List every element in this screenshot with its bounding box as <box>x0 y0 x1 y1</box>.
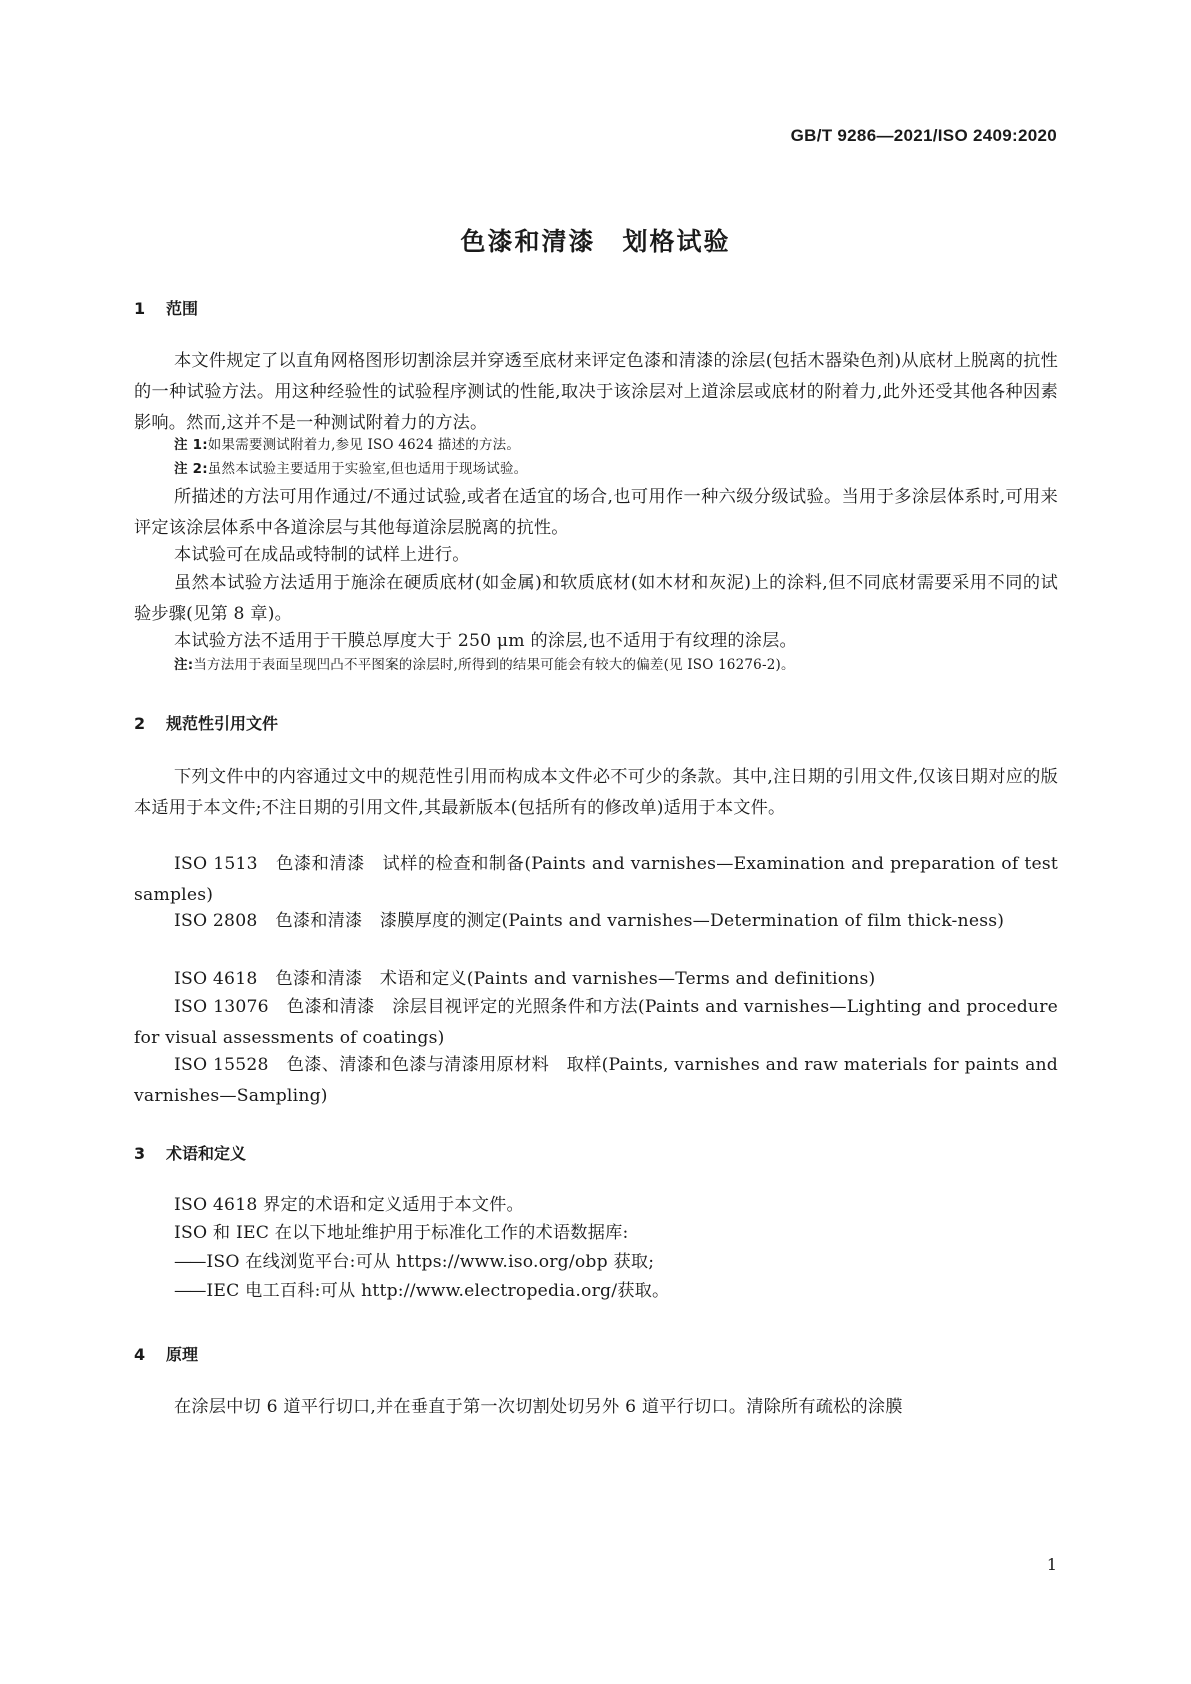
section-heading-2 <box>134 711 278 734</box>
reference-title-en: (Paints, varnishes and raw materials for paints and varnishes—Sampling) <box>134 1055 1058 1106</box>
section-number: 3 <box>134 1144 146 1163</box>
paragraph: 本文件规定了以直角网格图形切割涂层并穿透至底材来评定色漆和清漆的涂层(包括木器染色剂)从底材上脱离的抗性的一种试验方法。用这种经验性的试验程序测试的性能,取决于该涂层对上道涂层或底材的附着力,此外还受其他各种因素影响。然而,这并不是一种测试附着力的方法。 <box>134 351 1058 433</box>
paragraph: 本试验可在成品或特制的试样上进行。 <box>174 545 470 565</box>
reference-item <box>134 1050 1058 1112</box>
paragraph: 在涂层中切 6 道平行切口,并在垂直于第一次切割处切另外 6 道平行切口。清除所有疏松的涂膜 <box>174 1397 903 1417</box>
standard-code: GB/T 9286—2021/ISO 2409:2020 <box>790 126 1057 145</box>
note-label: 注 1: <box>174 437 208 453</box>
reference-title-cn: 色漆和清漆 术语和定义 <box>275 969 467 989</box>
paragraph: ISO 4618 界定的术语和定义适用于本文件。 <box>174 1195 524 1215</box>
page-number: 1 <box>1046 1555 1057 1574</box>
reference-code: ISO 1513 <box>174 854 258 874</box>
note-label: 注: <box>174 657 194 673</box>
reference-title-cn: 色漆和清漆 涂层目视评定的光照条件和方法 <box>286 997 638 1017</box>
list-item <box>134 1276 1058 1307</box>
section-number: 2 <box>134 714 146 733</box>
reference-item <box>134 964 1058 995</box>
section-title: 规范性引用文件 <box>166 714 279 733</box>
section-number: 1 <box>134 299 146 318</box>
reference-title-en: (Paints and varnishes—Examination and preparation of test samples) <box>134 854 1058 905</box>
dash-marker: —— <box>174 1252 205 1272</box>
reference-title-en: (Paints and varnishes—Lighting and procedure for visual assessments of coatings) <box>134 997 1058 1048</box>
section-title: 原理 <box>166 1345 199 1364</box>
reference-title-cn: 色漆和清漆 试样的检查和制备 <box>275 854 525 874</box>
reference-code: ISO 4618 <box>174 969 258 989</box>
paragraph: ISO 和 IEC 在以下地址维护用于标准化工作的术语数据库: <box>174 1223 629 1243</box>
reference-code: ISO 2808 <box>174 911 258 931</box>
reference-title-cn: 色漆和清漆 漆膜厚度的测定 <box>275 911 502 931</box>
reference-item <box>134 849 1058 911</box>
section-heading-3 <box>134 1141 246 1164</box>
paragraph: 虽然本试验方法适用于施涂在硬质底材(如金属)和软质底材(如木材和灰泥)上的涂料,但不同底材需要采用不同的试验步骤(见第 8 章)。 <box>134 573 1058 624</box>
reference-title-en: (Paints and varnishes—Determination of film thick-ness) <box>501 911 1005 931</box>
section-heading-4 <box>134 1342 198 1365</box>
section-title: 范围 <box>166 299 199 318</box>
list-item-text: ISO 在线浏览平台:可从 https://www.iso.org/obp 获取; <box>206 1252 655 1272</box>
paragraph: 下列文件中的内容通过文中的规范性引用而构成本文件必不可少的条款。其中,注日期的引用文件,仅该日期对应的版本适用于本文件;不注日期的引用文件,其最新版本(包括所有的修改单)适用于本文件。 <box>134 767 1058 818</box>
reference-code: ISO 15528 <box>174 1055 269 1075</box>
note-text: 当方法用于表面呈现凹凸不平图案的涂层时,所得到的结果可能会有较大的偏差(见 ISO 16276-2)。 <box>193 657 795 673</box>
dash-marker: —— <box>174 1281 205 1301</box>
document-title: 色漆和清漆 划格试验 <box>460 227 731 256</box>
reference-title-en: (Paints and varnishes—Terms and definitions) <box>466 969 876 989</box>
note <box>174 434 1058 456</box>
section-heading-1 <box>134 296 198 319</box>
note-text: 虽然本试验主要适用于实验室,但也适用于现场试验。 <box>207 461 528 477</box>
paragraph: 所描述的方法可用作通过/不通过试验,或者在适宜的场合,也可用作一种六级分级试验。当用于多涂层体系时,可用来评定该涂层体系中各道涂层与其他每道涂层脱离的抗性。 <box>134 487 1058 538</box>
reference-item <box>134 992 1058 1054</box>
section-number: 4 <box>134 1345 146 1364</box>
reference-item <box>134 906 1058 937</box>
note <box>174 654 1058 676</box>
note <box>174 458 1058 480</box>
section-title: 术语和定义 <box>166 1144 247 1163</box>
reference-code: ISO 13076 <box>174 997 269 1017</box>
note-text: 如果需要测试附着力,参见 ISO 4624 描述的方法。 <box>207 437 521 453</box>
note-label: 注 2: <box>174 461 208 477</box>
list-item-text: IEC 电工百科:可从 http://www.electropedia.org/获取。 <box>206 1281 670 1301</box>
list-item <box>134 1247 1058 1278</box>
paragraph: 本试验方法不适用于干膜总厚度大于 250 μm 的涂层,也不适用于有纹理的涂层。 <box>174 631 797 651</box>
reference-title-cn: 色漆、清漆和色漆与清漆用原材料 取样 <box>286 1055 602 1075</box>
